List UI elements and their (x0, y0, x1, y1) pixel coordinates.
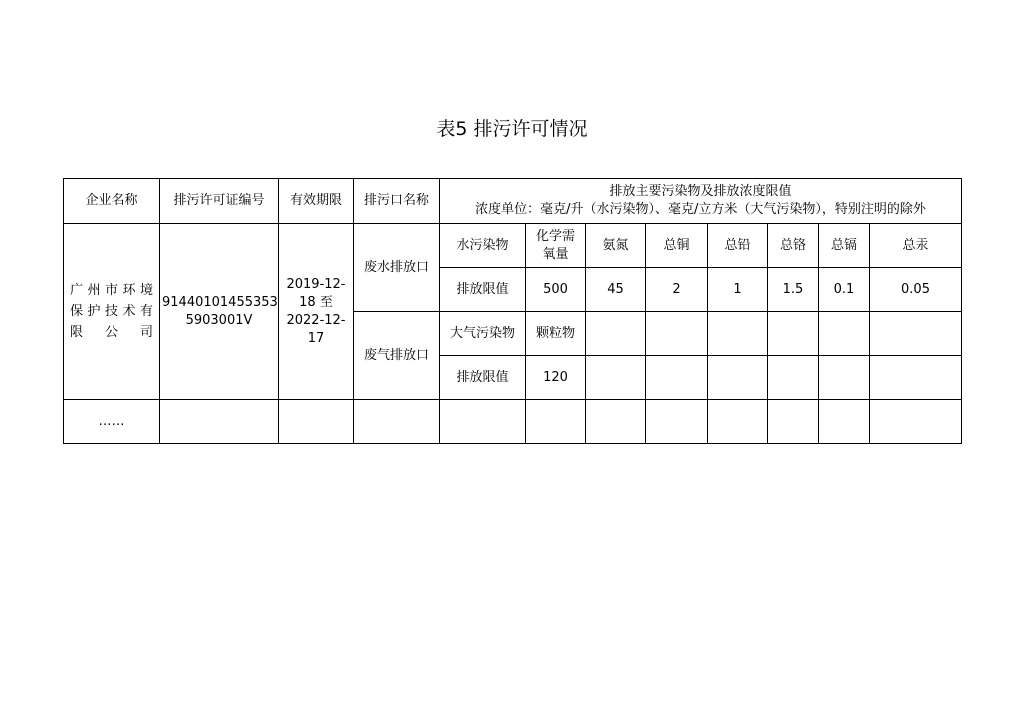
limit-ammonia: 45 (586, 268, 646, 312)
limit-cadmium: 0.1 (819, 268, 870, 312)
header-permit-number: 排污许可证编号 (160, 179, 279, 224)
header-outlet: 排污口名称 (354, 179, 440, 224)
limit-mercury: 0.05 (870, 268, 962, 312)
exhaust-outlet-cell: 废气排放口 (354, 312, 440, 400)
discharge-permit-table (63, 178, 962, 444)
company-name-cell (64, 224, 160, 400)
validity-line: 18 至 (299, 294, 333, 310)
permit-number-line: 91440101455353 (162, 294, 278, 310)
empty-cell (870, 312, 962, 356)
validity-line: 2022-12- (286, 312, 346, 328)
table-title: 表5 排污许可情况 (436, 118, 588, 140)
limit-copper: 2 (646, 268, 708, 312)
empty-cell (870, 356, 962, 400)
pollutant-particulate: 颗粒物 (526, 312, 586, 356)
header-validity: 有效期限 (279, 179, 354, 224)
header-pollutants-title: 排放主要污染物及排放浓度限值 (609, 184, 792, 199)
empty-cell (354, 400, 440, 444)
empty-cell (819, 312, 870, 356)
ellipsis-cell: …… (64, 400, 160, 444)
air-limit-label: 排放限值 (440, 356, 526, 400)
limit-chromium: 1.5 (768, 268, 819, 312)
pollutant-cadmium: 总镉 (819, 224, 870, 268)
empty-cell (819, 356, 870, 400)
limit-particulate: 120 (526, 356, 586, 400)
header-pollutants (440, 179, 962, 224)
empty-cell (586, 400, 646, 444)
pollutant-chromium: 总铬 (768, 224, 819, 268)
wastewater-outlet-cell: 废水排放口 (354, 224, 440, 312)
empty-cell (646, 312, 708, 356)
company-name-line: 保护技术有 (70, 304, 153, 319)
pollutant-copper: 总铜 (646, 224, 708, 268)
empty-cell (586, 356, 646, 400)
validity-line: 2019-12- (286, 276, 346, 292)
empty-cell (708, 356, 768, 400)
validity-cell (279, 224, 354, 400)
empty-cell (646, 400, 708, 444)
empty-cell (440, 400, 526, 444)
air-category-cell: 大气污染物 (440, 312, 526, 356)
empty-cell (708, 400, 768, 444)
pollutant-lead: 总铅 (708, 224, 768, 268)
permit-number-cell (160, 224, 279, 400)
empty-cell (526, 400, 586, 444)
empty-cell (768, 400, 819, 444)
table-row (64, 224, 962, 268)
company-name-line: 限公司 (70, 325, 153, 340)
header-pollutants-unit: 浓度单位：毫克/升（水污染物）、毫克/立方米（大气污染物），特别注明的除外 (475, 202, 926, 217)
limit-cod: 500 (526, 268, 586, 312)
empty-cell (586, 312, 646, 356)
pollutant-ammonia: 氨氮 (586, 224, 646, 268)
empty-cell (819, 400, 870, 444)
pollutant-cod-text: 化学需氧量 (535, 228, 575, 262)
water-category-cell: 水污染物 (440, 224, 526, 268)
empty-cell (768, 312, 819, 356)
empty-cell (160, 400, 279, 444)
water-limit-label: 排放限值 (440, 268, 526, 312)
empty-cell (279, 400, 354, 444)
permit-number-line: 5903001V (185, 312, 253, 328)
empty-cell (646, 356, 708, 400)
table-row (64, 400, 962, 444)
validity-line: 17 (307, 330, 325, 346)
header-row (64, 179, 962, 224)
empty-cell (708, 312, 768, 356)
pollutant-cod (526, 224, 586, 268)
limit-lead: 1 (708, 268, 768, 312)
empty-cell (870, 400, 962, 444)
empty-cell (768, 356, 819, 400)
header-company: 企业名称 (64, 179, 160, 224)
company-name-line: 广州市环境 (70, 283, 153, 298)
pollutant-mercury: 总汞 (870, 224, 962, 268)
